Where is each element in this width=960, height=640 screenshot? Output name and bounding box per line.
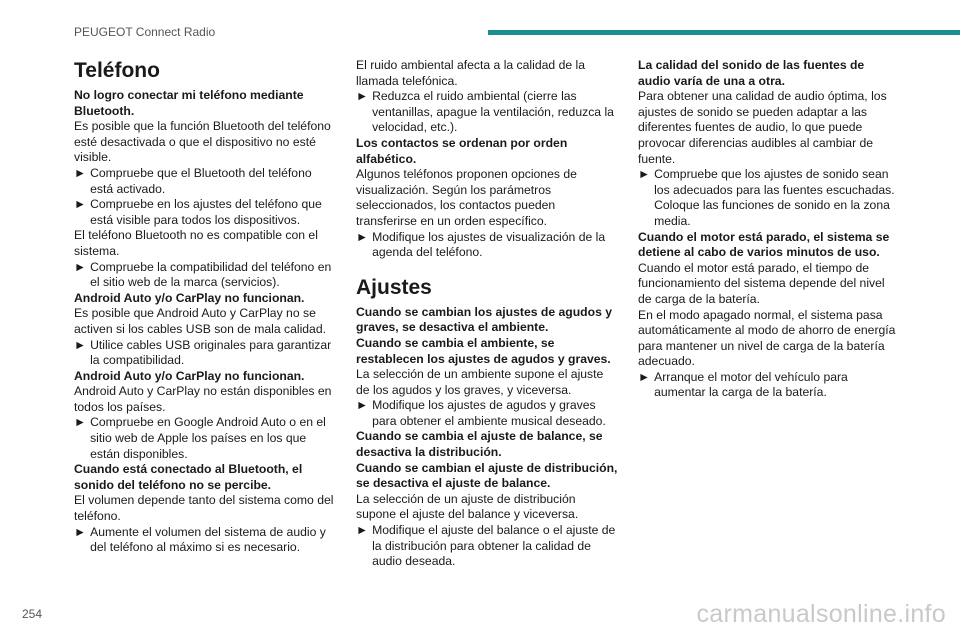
arrow-bullet-icon: ► <box>74 337 87 352</box>
instruction-text: Arranque el motor del vehículo para aumentar la carga de la batería. <box>654 369 848 400</box>
instruction-text: Aumente el volumen del sistema de audio y del teléfono al máximo si es necesario. <box>90 524 326 555</box>
paragraph: Cuando el motor está parado, el tiempo de funcionamiento del sistema depende del nivel de carga de la batería. <box>638 260 885 306</box>
arrow-bullet-icon: ► <box>74 524 87 539</box>
instruction-text: Reduzca el ruido ambiental (cierre las ventanillas, apague la ventilación, reduzca la velocidad, etc.). <box>372 89 614 135</box>
instruction-step <box>74 415 336 462</box>
arrow-bullet-icon: ► <box>356 523 369 538</box>
header-title: PEUGEOT Connect Radio <box>74 25 216 39</box>
col2b-content <box>356 305 618 570</box>
header-accent-bar <box>488 30 960 35</box>
problem-statement: Cuando el motor está parado, el sistema se detiene al cabo de varios minutos de uso. <box>638 229 890 260</box>
problem-statement: Cuando se cambia el ambiente, se restablecen los ajustes de agudos y graves. <box>356 335 611 366</box>
col2a-content <box>356 58 618 261</box>
instruction-step <box>638 370 900 401</box>
instruction-step <box>74 260 336 291</box>
arrow-bullet-icon: ► <box>356 89 369 104</box>
problem-statement: Android Auto y/o CarPlay no funcionan. <box>74 290 305 305</box>
instruction-text: Modifique los ajustes de agudos y graves para obtener el ambiente musical deseado. <box>372 398 606 428</box>
arrow-bullet-icon: ► <box>74 415 87 430</box>
problem-statement: Cuando se cambia el ajuste de balance, se desactiva la distribución. <box>356 429 603 460</box>
instruction-step <box>74 525 336 556</box>
section-heading-ajustes: Ajustes <box>356 275 432 299</box>
paragraph: El teléfono Bluetooth no es compatible con el sistema. <box>74 228 318 258</box>
arrow-bullet-icon: ► <box>74 259 87 274</box>
paragraph: Es posible que la función Bluetooth del teléfono esté desactivada o que el dispositivo no esté visible. <box>74 119 331 165</box>
section-heading-telefono: Teléfono <box>74 59 160 82</box>
problem-statement: Cuando se cambian los ajustes de agudos y graves, se desactiva el ambiente. <box>356 304 613 335</box>
paragraph: Es posible que Android Auto y CarPlay no se activen si los cables USB son de mala calidad. <box>74 306 327 336</box>
problem-statement: Los contactos se ordenan por orden alfabético. <box>356 135 568 166</box>
instruction-step <box>356 230 618 261</box>
column-1 <box>74 58 336 556</box>
problem-statement: Cuando está conectado al Bluetooth, el sonido del teléfono no se percibe. <box>74 462 303 492</box>
instruction-text: Modifique los ajustes de visualización de la agenda del teléfono. <box>372 229 606 260</box>
instruction-step <box>74 197 336 228</box>
paragraph: Para obtener una calidad de audio óptima, los ajustes de sonido se pueden adaptar a las diferentes fuentes de audio, lo que puede provocar diferencias audibles al cambiar de fuente. <box>638 89 887 166</box>
instruction-step <box>356 523 618 570</box>
paragraph: Android Auto y CarPlay no están disponibles en todos los países. <box>74 384 332 414</box>
arrow-bullet-icon: ► <box>638 167 651 182</box>
arrow-bullet-icon: ► <box>356 229 369 244</box>
column-2 <box>356 58 618 570</box>
watermark: carmanualsonline.info <box>696 600 946 628</box>
column-3 <box>638 58 900 401</box>
problem-statement: Cuando se cambian el ajuste de distribución, se desactiva el ajuste de balance. <box>356 460 618 491</box>
arrow-bullet-icon: ► <box>356 398 369 413</box>
instruction-text: Modifique el ajuste del balance o el ajuste de la distribución para obtener la calidad de audio deseada. <box>372 523 616 569</box>
instruction-step <box>356 89 618 136</box>
instruction-text: Compruebe que los ajustes de sonido sean los adecuados para las fuentes escuchadas. Coloque las funciones de sonido en la zona media. <box>654 167 895 228</box>
arrow-bullet-icon: ► <box>638 369 651 384</box>
instruction-text: Utilice cables USB originales para garantizar la compatibilidad. <box>90 337 332 368</box>
instruction-text: Compruebe en los ajustes del teléfono que está visible para todos los dispositivos. <box>90 197 322 227</box>
instruction-text: Compruebe en Google Android Auto o en el sitio web de Apple los países en los que están disponibles. <box>90 415 326 461</box>
paragraph: En el modo apagado normal, el sistema pasa automáticamente al modo de ahorro de energía para mantener un nivel de carga de la batería adecuado. <box>638 307 896 369</box>
arrow-bullet-icon: ► <box>74 165 87 180</box>
page-number: 254 <box>22 607 43 621</box>
paragraph: El volumen depende tanto del sistema como del teléfono. <box>74 493 334 524</box>
paragraph: Algunos teléfonos proponen opciones de visualización. Según los parámetros seleccionados, los contactos pueden transferirse en un orden específico. <box>356 167 577 228</box>
problem-statement: Android Auto y/o CarPlay no funcionan. <box>74 368 305 383</box>
col1-content <box>74 88 336 556</box>
problem-statement: No logro conectar mi teléfono mediante Bluetooth. <box>74 88 304 118</box>
instruction-step <box>74 166 336 197</box>
instruction-text: Compruebe la compatibilidad del teléfono en el sitio web de la marca (servicios). <box>90 259 332 290</box>
arrow-bullet-icon: ► <box>74 197 87 212</box>
instruction-step <box>74 338 336 369</box>
paragraph: La selección de un ambiente supone el ajuste de los agudos y los graves, y viceversa. <box>356 367 604 397</box>
instruction-step <box>638 167 900 229</box>
col3-content <box>638 58 900 401</box>
problem-statement: La calidad del sonido de las fuentes de audio varía de una a otra. <box>638 58 865 88</box>
instruction-step <box>356 398 618 429</box>
paragraph: La selección de un ajuste de distribución supone el ajuste del balance y viceversa. <box>356 491 579 522</box>
paragraph: El ruido ambiental afecta a la calidad de la llamada telefónica. <box>356 58 585 88</box>
instruction-text: Compruebe que el Bluetooth del teléfono está activado. <box>90 165 312 196</box>
